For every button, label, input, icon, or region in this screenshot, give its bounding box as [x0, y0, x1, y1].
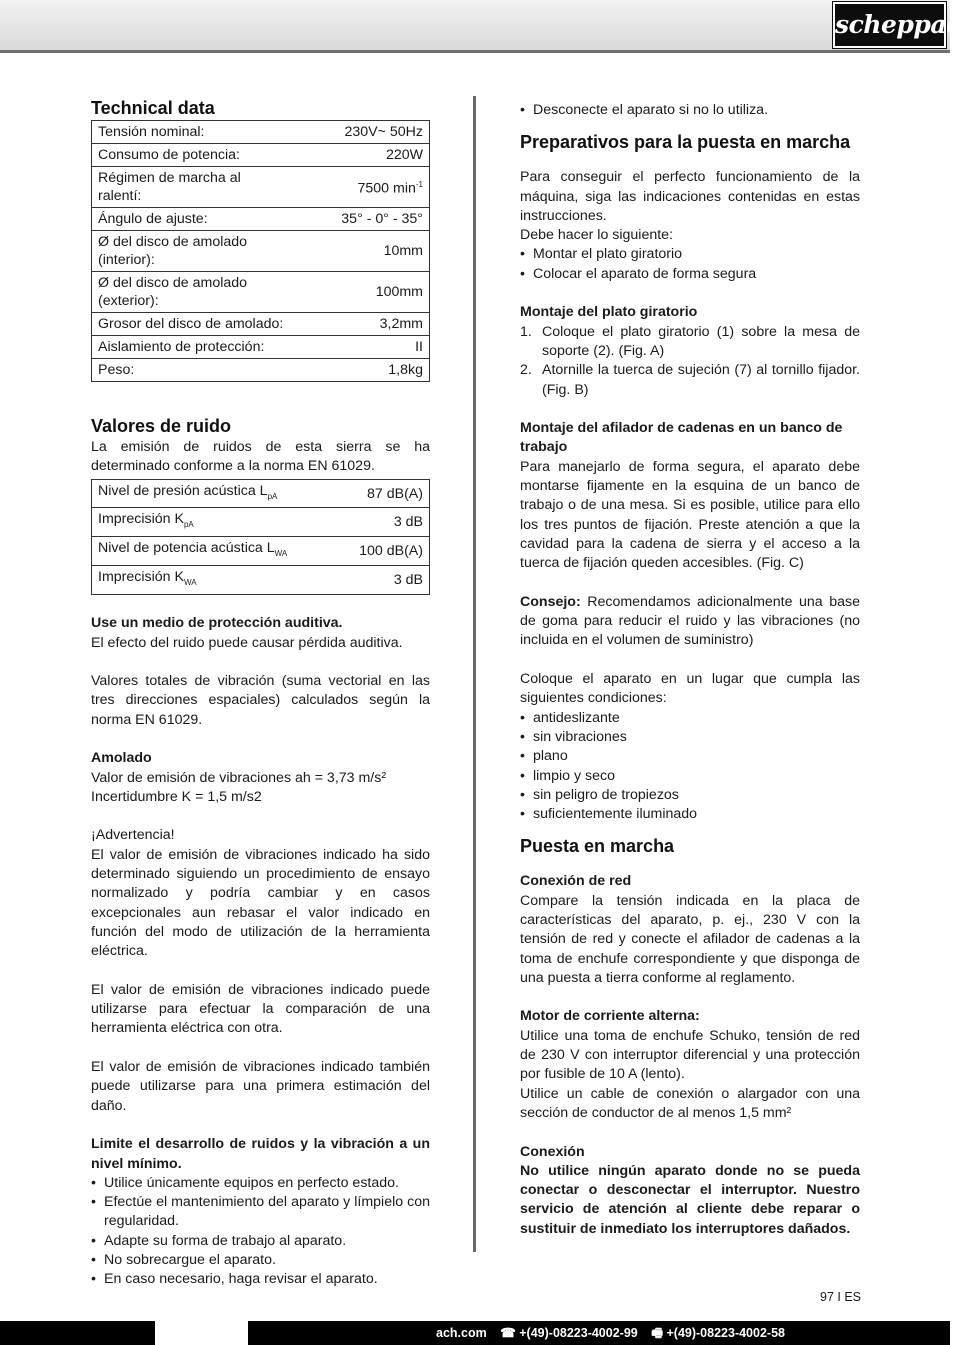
noise-value: 3 dB	[337, 566, 430, 595]
tip-text: Consejo: Recomendamos adicionalmente una base de goma para reducir el ruido y las vibraciones (no incluida en el volumen de suministro)	[520, 593, 860, 649]
table-row	[92, 359, 430, 382]
grinding-uncertainty: Incertidumbre K = 1,5 m/s2	[91, 788, 262, 805]
left-column	[91, 96, 430, 1290]
motor-text-2: Utilice un cable de conexión o alargador con una sección de conductor de al menos 1,5 mm²	[520, 1085, 860, 1121]
list-item: • Efectúe el mantenimiento del aparato y límpielo con regularidad.	[91, 1193, 430, 1232]
spec-value: II	[294, 336, 430, 359]
footer-white-block	[155, 1321, 248, 1345]
spec-label: Grosor del disco de amolado:	[92, 313, 295, 336]
motor-heading: Motor de corriente alterna:	[520, 1008, 700, 1025]
footer-website: ach.com	[436, 1326, 487, 1340]
estimate-text: El valor de emisión de vibraciones indicado también puede utilizarse para una primera estimación del daño.	[91, 1059, 430, 1114]
footer-contact	[436, 1324, 795, 1342]
brand-logo: scheppach	[833, 2, 946, 48]
connection-text: No utilice ningún aparato donde no se pueda conectar o desconectar el interruptor. Nuestro servicio de atención al cliente debe reparar o sustituir de inmediato los interruptores dañados.	[520, 1162, 860, 1237]
page-number: 97 I ES	[820, 1290, 861, 1304]
list-item: • Desconecte el aparato si no lo utiliza.	[520, 101, 860, 120]
mount-steps	[520, 323, 860, 400]
warning-text: El valor de emisión de vibraciones indicado ha sido determinado siguiendo un procedimiento de ensayo normalizado y podría cambiar y en casos excepcionales aun rebasar el valor indicado en función del modo de utilización de la herramienta eléctrica.	[91, 846, 430, 960]
list-item: • sin peligro de tropiezos	[520, 786, 860, 805]
spec-value: 7500 $\min^{-1}$	[294, 167, 430, 208]
spec-label: Ø del disco de amolado (exterior):	[92, 272, 295, 313]
table-row	[92, 272, 430, 313]
footer-phone: ☎ +(49)-08223-4002-99	[500, 1326, 638, 1340]
footer-fax: 🖷 +(49)-08223-4002-58	[651, 1326, 785, 1340]
list-item: 1. Coloque el plato giratorio (1) sobre la mesa de soporte (2). (Fig. A)	[520, 323, 860, 359]
table-row	[92, 313, 430, 336]
noise-label: Imprecisión $K_{WA}$	[92, 566, 337, 595]
grinding-heading: Amolado	[91, 750, 152, 767]
noise-label: Nivel de presión acústica $L_{pA}$	[92, 479, 337, 508]
table-row	[92, 144, 430, 167]
noise-label: Imprecisión $K_{pA}$	[92, 508, 337, 537]
noise-title: Valores de ruido	[91, 416, 232, 436]
list-item: • suficientemente iluminado	[520, 805, 860, 824]
list-item: • No sobrecargue el aparato.	[91, 1251, 430, 1270]
noise-value: 100 dB(A)	[337, 537, 430, 566]
list-item: • antideslizante	[520, 709, 860, 728]
hearing-protection-text: El efecto del ruido puede causar pérdida auditiva.	[91, 634, 403, 651]
noise-intro: La emisión de ruidos de esta sierra se ha determinado conforme a la norma EN 61029.	[91, 439, 430, 475]
table-row	[92, 208, 430, 231]
list-item: • Montar el plato giratorio	[520, 245, 860, 264]
hearing-protection-heading: Use un medio de protección auditiva.	[91, 615, 343, 632]
limit-list	[91, 1174, 430, 1290]
spec-value: 1,8kg	[294, 359, 430, 382]
spec-value: 230V~ 50Hz	[294, 121, 430, 144]
spec-label: Ángulo de ajuste:	[92, 208, 295, 231]
spec-label: Peso:	[92, 359, 295, 382]
table-row	[92, 231, 430, 272]
list-item: • Colocar el aparato de forma segura	[520, 265, 860, 284]
noise-table	[91, 479, 430, 595]
technical-data-table	[91, 120, 430, 382]
bench-heading: Montaje del afilador de cadenas en un banco de trabajo	[520, 420, 843, 456]
spec-label: Ø del disco de amolado (interior):	[92, 231, 295, 272]
preparation-title: Preparativos para la puesta en marcha	[520, 132, 851, 153]
list-item: 2. Atornille la tuerca de sujeción (7) al tornillo fijador. (Fig. B)	[520, 362, 860, 398]
motor-text-1: Utilice una toma de enchufe Schuko, tensión de red de 230 V con interruptor diferencial y una protección por fusible de 10 A (lento).	[520, 1027, 860, 1083]
connection-heading: Conexión	[520, 1143, 585, 1160]
spec-value: 3,2mm	[294, 313, 430, 336]
spec-label: Tensión nominal:	[92, 121, 295, 144]
table-row	[92, 167, 430, 208]
list-item: • sin vibraciones	[520, 728, 860, 747]
warning-heading: ¡Advertencia!	[91, 827, 175, 844]
list-item: • limpio y seco	[520, 767, 860, 786]
bench-text: Para manejarlo de forma segura, el aparato debe montarse fijamente en la esquina de un banco de trabajo o de una mesa. Si es posible, utilice para ello los tres puntos de fijación. Preste atención a que la cavidad para la cadena de sierra y el acceso a la tuerca de fijación queden accesibles. (Fig. C)	[520, 458, 860, 572]
spec-value: 220W	[294, 144, 430, 167]
table-row	[92, 479, 430, 508]
vibration-total-text: Valores totales de vibración (suma vectorial en las tres direcciones espaciales) calculados según la norma EN 61029.	[91, 673, 430, 728]
top-bullet-list	[520, 101, 860, 120]
preparation-do: Debe hacer lo siguiente:	[520, 227, 674, 244]
table-row	[92, 537, 430, 566]
list-item: • plano	[520, 747, 860, 766]
limit-heading: Limite el desarrollo de ruidos y la vibración a un nivel mínimo.	[91, 1136, 430, 1172]
rpm-superscript: -1	[415, 180, 423, 190]
technical-data-title: Technical data	[91, 98, 215, 118]
placement-text: Coloque el aparato en un lugar que cumpla las siguientes condiciones:	[520, 671, 860, 707]
mount-heading: Montaje del plato giratorio	[520, 304, 698, 321]
header-bar	[0, 0, 978, 53]
table-row	[92, 508, 430, 537]
preparation-list	[520, 245, 860, 284]
compare-text: El valor de emisión de vibraciones indicado puede utilizarse para efectuar la comparación de una herramienta eléctrica con otra.	[91, 981, 430, 1037]
right-column	[520, 101, 860, 1239]
list-item: • En caso necesario, haga revisar el aparato.	[91, 1270, 430, 1289]
spec-label: Consumo de potencia:	[92, 144, 295, 167]
preparation-intro: Para conseguir el perfecto funcionamiento de la máquina, siga las indicaciones contenidas en estas instrucciones.	[520, 169, 860, 224]
mains-text: Compare la tensión indicada en la placa de características del aparato, p. ej., 230 V con la tensión de red y conecte el afilador de cadenas a la toma de enchufe correspondiente y que disponga de una puesta a tierra conforme al reglamento.	[520, 892, 860, 986]
table-row	[92, 336, 430, 359]
spec-value: 10mm	[294, 231, 430, 272]
mains-heading: Conexión de red	[520, 873, 632, 890]
noise-value: 3 dB	[337, 508, 430, 537]
table-row	[92, 121, 430, 144]
grinding-emission: Valor de emisión de vibraciones ah = 3,73 m/s²	[91, 769, 387, 786]
column-divider	[473, 96, 476, 1252]
spec-value: 35° - 0° - 35°	[294, 208, 430, 231]
spec-label: Régimen de marcha al ralentí:	[92, 167, 295, 208]
spec-value: 100mm	[294, 272, 430, 313]
startup-title: Puesta en marcha	[520, 836, 675, 857]
list-item: • Utilice únicamente equipos en perfecto estado.	[91, 1174, 430, 1193]
noise-value: 87 dB(A)	[337, 479, 430, 508]
spec-label: Aislamiento de protección:	[92, 336, 295, 359]
list-item: • Adapte su forma de trabajo al aparato.	[91, 1232, 430, 1251]
table-row	[92, 566, 430, 595]
placement-list	[520, 709, 860, 825]
noise-label: Nivel de potencia acústica $L_{WA}$	[92, 537, 337, 566]
